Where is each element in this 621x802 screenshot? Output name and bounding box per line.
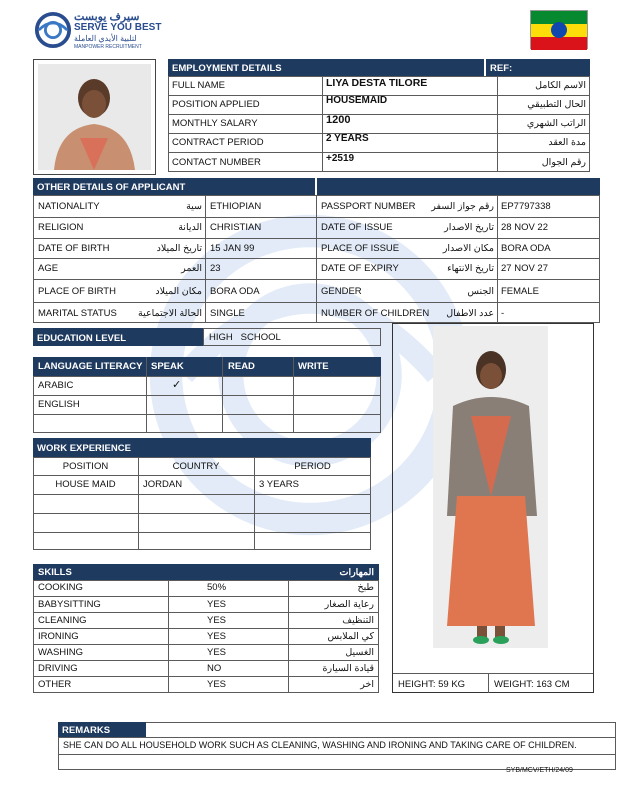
language-literacy-header: LANGUAGE LITERACY bbox=[38, 362, 143, 372]
skill-ironing-value: YES bbox=[207, 632, 227, 642]
nationality-value: ETHIOPIAN bbox=[210, 202, 262, 212]
nationality-label-ar: سية bbox=[186, 202, 202, 212]
skill-babysitting-value: YES bbox=[207, 600, 227, 610]
remarks-header: REMARKS bbox=[58, 722, 146, 737]
skill-driving-value: NO bbox=[207, 664, 222, 674]
number-of-children-value: - bbox=[501, 309, 505, 319]
skill-washing-value: YES bbox=[207, 648, 227, 658]
gender-label-ar: الجنس bbox=[467, 287, 494, 297]
skill-ironing-ar: كي الملابس bbox=[327, 632, 374, 642]
logo-mark-icon bbox=[34, 10, 72, 50]
agency-name-ar: سيرف يوبست bbox=[74, 11, 140, 23]
education-level-label: EDUCATION LEVEL bbox=[33, 328, 203, 346]
position-applied-label: POSITION APPLIED bbox=[172, 100, 260, 110]
passport-photo-frame bbox=[33, 59, 156, 175]
date-of-expiry-label: DATE OF EXPIRY bbox=[321, 264, 399, 274]
marital-status-label: MARITAL STATUS bbox=[38, 309, 117, 319]
language-row-arabic: ARABIC bbox=[38, 381, 74, 391]
place-of-issue-value: BORA ODA bbox=[501, 244, 551, 254]
position-applied-value: HOUSEMAID bbox=[326, 96, 388, 106]
full-body-photo bbox=[433, 326, 548, 648]
skill-cleaning-ar: التنظيف bbox=[342, 616, 374, 626]
contract-period-label-ar: مدة العقد bbox=[548, 138, 586, 148]
ref-header: REF: bbox=[486, 59, 590, 76]
skills-header-label-ar: المهارات bbox=[339, 568, 374, 578]
contact-number-value: +2519 bbox=[326, 154, 355, 164]
date-of-expiry-value: 27 NOV 27 bbox=[501, 264, 548, 274]
skills-header-label: SKILLS bbox=[38, 568, 72, 578]
agency-tagline-en: MANPOWER RECRUITMENT bbox=[74, 44, 142, 50]
work-experience-header: WORK EXPERIENCE bbox=[33, 438, 371, 457]
skill-other-value: YES bbox=[207, 680, 227, 690]
skill-other-ar: اخر bbox=[360, 680, 374, 690]
work-col-country: COUNTRY bbox=[172, 462, 220, 472]
footer-code: SYB/MCV/ETH/24/09 bbox=[506, 767, 573, 774]
place-of-birth-value: BORA ODA bbox=[210, 287, 260, 297]
work-row-position: HOUSE MAID bbox=[55, 480, 116, 490]
place-of-issue-label: PLACE OF ISSUE bbox=[321, 244, 400, 254]
full-name-value: LIYA DESTA TILORE bbox=[326, 78, 428, 89]
agency-tagline-ar: لتلبية الأيدي العاملة bbox=[74, 34, 137, 43]
write-header: WRITE bbox=[298, 362, 329, 372]
age-value: 23 bbox=[210, 264, 221, 274]
agency-logo bbox=[34, 10, 184, 52]
ethiopia-flag-icon bbox=[530, 10, 588, 49]
work-row-period: 3 YEARS bbox=[259, 480, 299, 490]
contact-number-label: CONTACT NUMBER bbox=[172, 158, 261, 168]
language-table bbox=[33, 376, 381, 433]
gender-value: FEMALE bbox=[501, 287, 540, 297]
work-col-position: POSITION bbox=[62, 462, 109, 472]
number-of-children-label-ar: عدد الاطفال bbox=[446, 309, 494, 319]
education-level-value: HIGH SCHOOL bbox=[209, 333, 281, 343]
place-of-issue-label-ar: مكان الاصدار bbox=[442, 244, 494, 254]
skill-washing: WASHING bbox=[38, 648, 84, 658]
date-of-birth-label-ar: تاريخ الميلاد bbox=[156, 244, 202, 254]
skill-ironing: IRONING bbox=[38, 632, 79, 642]
full-name-label: FULL NAME bbox=[172, 81, 225, 91]
skill-cooking-value: 50% bbox=[207, 583, 227, 593]
height-label: HEIGHT: 59 KG bbox=[398, 680, 466, 690]
monthly-salary-label: MONTHLY SALARY bbox=[172, 119, 258, 129]
skill-cleaning: CLEANING bbox=[38, 616, 87, 626]
skill-cleaning-value: YES bbox=[207, 616, 227, 626]
age-label: AGE bbox=[38, 264, 59, 274]
passport-number-value: EP7797338 bbox=[501, 202, 551, 212]
contract-period-label: CONTRACT PERIOD bbox=[172, 138, 264, 148]
skill-other: OTHER bbox=[38, 680, 72, 690]
skill-driving: DRIVING bbox=[38, 664, 78, 674]
monthly-salary-label-ar: الراتب الشهري bbox=[526, 119, 586, 129]
skill-driving-ar: قيادة السيارة bbox=[322, 664, 374, 674]
date-of-expiry-label-ar: تاريخ الانتهاء bbox=[447, 264, 494, 274]
full-body-photo-frame bbox=[392, 323, 594, 693]
arabic-speak-check: ✓ bbox=[172, 380, 182, 391]
religion-value: CHRISTIAN bbox=[210, 223, 262, 233]
religion-label-ar: الديانة bbox=[178, 223, 202, 233]
date-of-issue-label: DATE OF ISSUE bbox=[321, 223, 393, 233]
employment-details-header: EMPLOYMENT DETAILS bbox=[168, 59, 484, 76]
full-name-label-ar: الاسم الكامل bbox=[535, 81, 586, 91]
contract-period-value: 2 YEARS bbox=[326, 134, 369, 144]
skill-babysitting-ar: رعاية الصغار bbox=[324, 600, 374, 610]
skill-cooking-ar: طبخ bbox=[357, 583, 374, 593]
passport-photo bbox=[38, 64, 151, 170]
nationality-label: NATIONALITY bbox=[38, 202, 100, 212]
weight-label: WEIGHT: 163 CM bbox=[494, 680, 570, 690]
speak-header: SPEAK bbox=[151, 362, 184, 372]
gender-label: GENDER bbox=[321, 287, 362, 297]
number-of-children-label: NUMBER OF CHILDREN bbox=[321, 309, 430, 319]
work-row-country: JORDAN bbox=[143, 480, 183, 490]
place-of-birth-label-ar: مكان الميلاد bbox=[155, 287, 202, 297]
skill-babysitting: BABYSITTING bbox=[38, 600, 101, 610]
remarks-text: SHE CAN DO ALL HOUSEHOLD WORK SUCH AS CLEANING, WASHING AND IRONING AND TAKING CARE OF CHILDREN. bbox=[63, 741, 577, 750]
place-of-birth-label: PLACE OF BIRTH bbox=[38, 287, 116, 297]
skill-cooking: COOKING bbox=[38, 583, 83, 593]
read-header: READ bbox=[228, 362, 255, 372]
date-of-issue-value: 28 NOV 22 bbox=[501, 223, 548, 233]
passport-number-label-ar: رقم جواز السفر bbox=[431, 202, 494, 212]
agency-name-en: SERVE YOU BEST bbox=[74, 22, 162, 33]
work-col-period: PERIOD bbox=[294, 462, 331, 472]
religion-label: RELIGION bbox=[38, 223, 84, 233]
other-details-header-right bbox=[317, 178, 600, 195]
language-row-english: ENGLISH bbox=[38, 400, 80, 410]
marital-status-value: SINGLE bbox=[210, 309, 245, 319]
date-of-birth-label: DATE OF BIRTH bbox=[38, 244, 110, 254]
monthly-salary-value: 1200 bbox=[326, 115, 351, 126]
skill-washing-ar: الغسيل bbox=[345, 648, 374, 658]
position-applied-label-ar: الحال التطبيقي bbox=[527, 100, 586, 110]
age-label-ar: العمر bbox=[181, 264, 202, 274]
marital-status-label-ar: الحالة الاجتماعية bbox=[138, 309, 202, 319]
other-details-header: OTHER DETAILS OF APPLICANT bbox=[33, 178, 315, 195]
date-of-birth-value: 15 JAN 99 bbox=[210, 244, 255, 254]
contact-number-label-ar: رقم الجوال bbox=[541, 158, 586, 168]
passport-number-label: PASSPORT NUMBER bbox=[321, 202, 416, 212]
date-of-issue-label-ar: تاريخ الاصدار bbox=[444, 223, 494, 233]
